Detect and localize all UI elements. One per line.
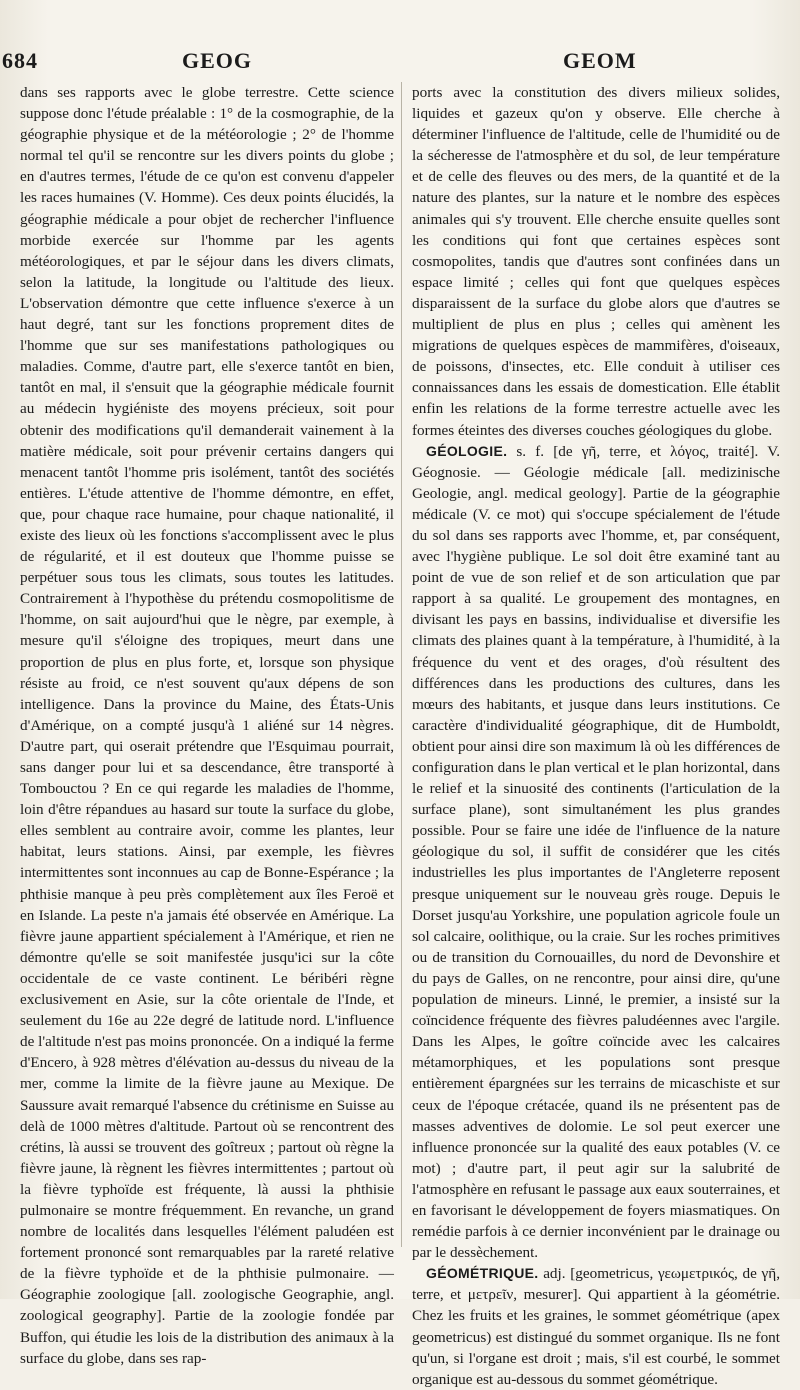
headword-geologie: GÉOLOGIE. xyxy=(426,442,508,459)
entry-geologie xyxy=(412,441,780,1264)
right-column xyxy=(412,82,780,1388)
page-number: 684 xyxy=(2,48,38,73)
entry-geometrique xyxy=(412,1263,780,1390)
right-running-head: GEOM xyxy=(563,48,637,73)
entry-geologie-text: s. f. [de γῆ, terre, et λόγος, traité]. V. Géognosie. — Géologie médicale [all. medizinische Geologie, angl. medical geology]. Partie de la géographie médicale (V. ce mot) qui s'occupe spécialement de l'étude du sol dans ses rapports avec l'homme, et, par conséquent, avec l'hygiène publique. Le sol doit être examiné tant au point de vue de son relief et de son articulation que par rapport à sa qualité. Le groupement des montagnes, en divisant les pays en bassins, individualise et diversifie les climats des plaines quant à la température, à l'humidité, à la fréquence du vent et des orages, d'où résultent des différences dans les productions des cultures, dans les mœurs des habitants, et jusque dans leurs institutions. Ce caractère d'individualité géographique, dit de Humboldt, obtient pour ainsi dire son maximum là où les différences de configuration dans le plan vertical et le plan horizontal, dans le relief et la sinuosité des continents (l'articulation de la surface plane), sont simultanément les plus grandes possible. Pour se faire une idée de l'influence de la nature géologique du sol, il suffit de considérer que les cités industrielles les plus importantes de l'Angleterre reposent presque uniquement sur le nouveau grès rouge. Depuis le Dorset jusqu'au Yorkshire, une population agricole foule un sol calcaire, oolithique, ou la craie. Sur les roches primitives ou de transition du Cornouailles, du nord de Devonshire et du pays de Galles, on ne rencontre, pour ainsi dire, qu'une population de mineurs. Linné, le premier, a insisté sur la coïncidence fréquente des fièvres paludéennes avec l'argile. Dans les Alpes, le goître coïncide avec les calcaires métamorphiques, et les populations sont presque entièrement épargnées sur les terrains de micaschiste et sur ceux de l'époque crétacée, quand ils ne présentent pas de masses adventives de dolomie. Le sol peut exercer une influence prononcée sur la qualité des eaux potables (V. ce mot) ; d'autre part, il peut agir sur la salubrité de l'atmosphère en refusant le passage aux eaux souterraines, et en favorisant le développement de foyers miasmatiques. On remédie parfois à ce dernier inconvénient par le drainage ou par le dessèchement. xyxy=(412,442,780,1262)
geographie-zoologique-continuation: ports avec la constitution des divers milieux solides, liquides et gazeux qu'on y observe. Elle cherche à déterminer l'influence de l'altitude, celle de l'humidité ou de la sécheresse de l'atmosphère et du sol, de leur température et de celle des fleuves ou des mers, de la quantité et de la nature des plantes, sur la nature et le nombre des espèces animales qui s'y trouvent. Elle cherche ensuite quelles sont les conditions qui font que certaines espèces sont cosmopolites, tandis que d'autres sont confinées dans un espace limité ; celles qui font que quelques espèces disparaissent de la surface du globe alors que d'autres se multiplient de plus en plus ; celles qui amènent les migrations de quelques espèces de mammifères, d'oiseaux, de poissons, d'insectes, etc. Elle conduit à utiliser ces connaissances dans les essais de domestication. Elle établit enfin les relations de la forme terrestre actuelle avec les formes éteintes des diverses couches géologiques du globe. xyxy=(412,84,780,439)
entry-geometrique-text: adj. [geometricus, γεωμετρικός, de γῆ, terre, et μετρεῖν, mesurer]. Qui appartient à la géométrie. Chez les fruits et les graines, le sommet géométrique (apex geometricus) est distingué du sommet organique. Ils ne font qu'un, si l'organe est droit ; mais, s'il est courbé, le sommet organique est au-dessous du sommet géométrique. xyxy=(412,1265,780,1388)
left-running-head: GEOG xyxy=(182,48,253,73)
running-header xyxy=(0,46,800,76)
geographie-medicale-continuation: dans ses rapports avec le globe terrestre. Cette science suppose donc l'étude préalable : 1° de la cosmographie, de la géographie physique et de la météorologie ; 2° de l'homme normal tel qu'il se rencontre sur les divers points du globe ; en d'autres termes, l'étude de ce qu'on est convenu d'appeler les races humaines (V. Homme). Ces deux points élucidés, la géographie médicale a pour objet de rechercher l'influence morbide exercée sur l'homme par les agents météorologiques, et par le séjour dans les divers climats, selon la latitude, la longitude ou l'altitude des lieux. L'observation démontre que cette influence s'exerce à un haut degré, tant sur les fonctions proprement dites de l'homme que sur ses manifestations pathologiques ou maladies. Comme, d'autre part, elle s'exerce tantôt en bien, tantôt en mal, il s'ensuit que la géographie médicale fournit au médecin hygiéniste des moyens précieux, soit pour obtenir des modifications qu'il demanderait vainement à la matière médicale, soit pour prévenir certains dangers qui menacent tantôt l'homme pris isolément, tantôt des sociétés entières. L'étude attentive de l'homme démontre, en effet, que, pour chaque race humaine, pour chaque nationalité, il existe des lieux où les fonctions s'accomplissent avec le plus de régularité, et il est douteux que l'homme puisse se perpétuer sous tous les climats, sous toutes les latitudes. Contrairement à l'hypothèse du prétendu cosmopolitisme de l'homme, on sait aujourd'hui que le nègre, par exemple, à mesure qu'il s'éloigne des tropiques, meurt dans une proportion de plus en plus forte, et, lorsque son physique résiste au froid, ce n'est souvent qu'aux dépens de son intelligence. Dans la province du Maine, des États-Unis d'Amérique, on a compté jusqu'à 1 aliéné sur 14 nègres. D'autre part, qui oserait prétendre que l'Esquimau pourrait, sans danger pour lui et sa descendance, être transporté à Tombouctou ? En ce qui regarde les maladies de l'homme, loin d'être répandues au hasard sur toute la surface du globe, elles semblent au contraire avoir, comme les plantes, leur habitat, leurs stations. Ainsi, par exemple, les fièvres intermittentes sont inconnues au cap de Bonne-Espérance ; la phthisie manque à peu près complètement aux îles Feroë et en Islande. La peste n'a jamais été observée en Amérique. La fièvre jaune appartient spécialement à l'Amérique, et rien ne démontre qu'elle se soit manifestée jusqu'ici sur la côte occidentale de ce vaste continent. Le béribéri règne exclusivement en Asie, sur la côte orientale de l'Inde, et seulement du 16e au 22e degré de latitude nord. L'influence de l'altitude n'est pas moins prononcée. On a indiqué la ferme d'Encero, à 928 mètres d'élévation au-dessus du niveau de la mer, comme la limite de la fièvre jaune au Mexique. De Saussure avait remarqué l'absence du crétinisme en Suisse au delà de 1000 mètres d'altitude. Partout où se rencontrent des crétins, là aussi se trouvent des goîtreux ; partout où règne la fièvre jaune, là règnent les fièvres intermittentes ; partout où la fièvre typhoïde est fréquente, là aussi la phthisie pulmonaire se montre fréquemment. En revanche, un grand nombre de localités dans lesquelles l'élément paludéen est fortement prononcé sont remarquables par la rareté relative de la fièvre typhoïde et de la phthisie pulmonaire. — Géographie zoologique [all. zoologische Geographie, angl. zoological geography]. Partie de la zoologie fondée par Buffon, qui étudie les lois de la distribution des animaux à la surface du globe, dans ses rap- xyxy=(20,84,394,1367)
left-column xyxy=(20,82,394,1367)
column-divider xyxy=(401,82,402,1247)
headword-geometrique: GÉOMÉTRIQUE. xyxy=(426,1265,539,1282)
